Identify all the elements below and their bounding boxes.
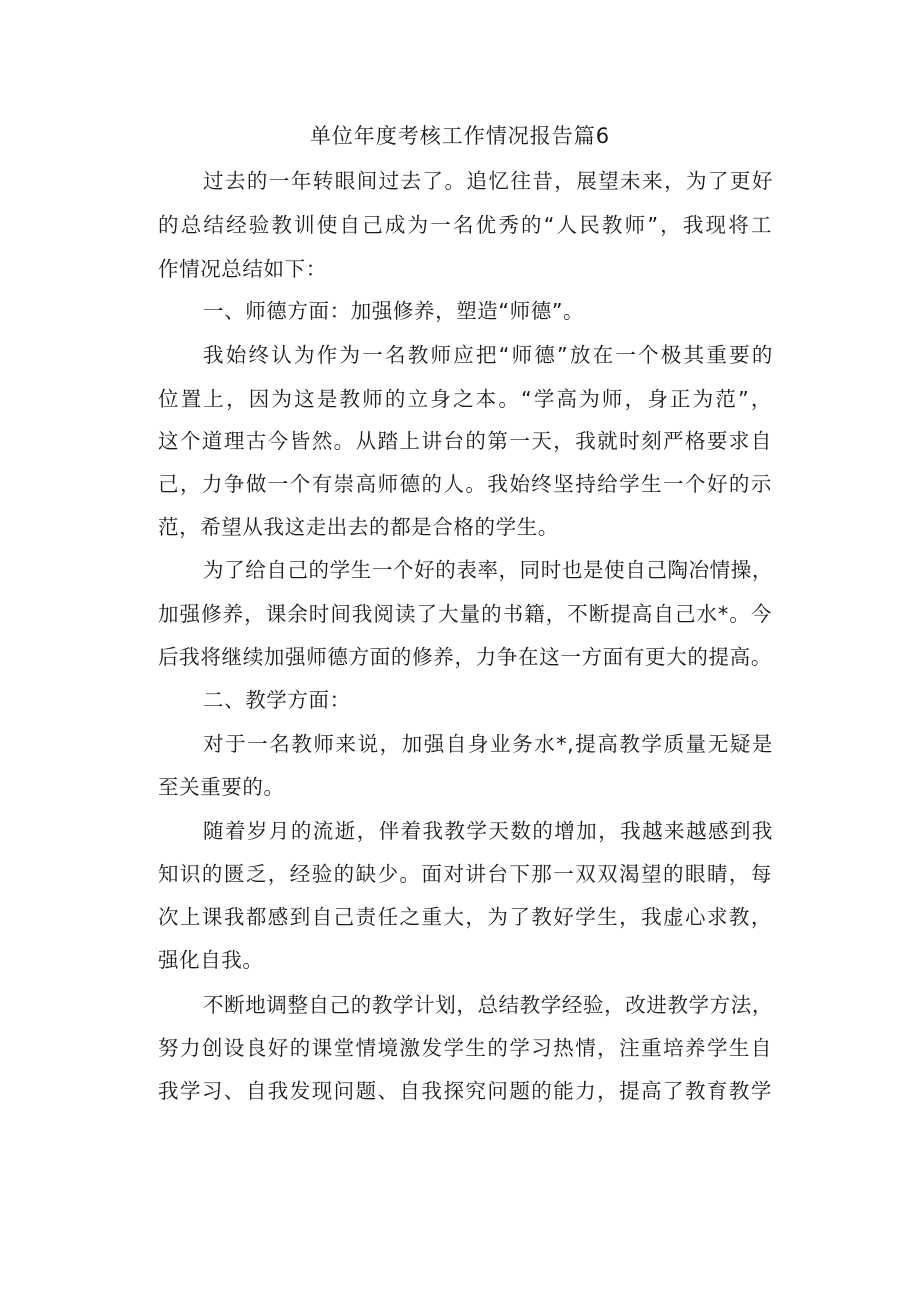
document-title: 单位年度考核工作情况报告篇6	[309, 124, 611, 148]
section-heading: 一、师德方面：加强修养，塑造“师德”。	[203, 299, 585, 323]
paragraph-line: 不断地调整自己的教学计划，总结教学经验，改进教学方法，	[203, 993, 773, 1017]
paragraph-line: 位置上，因为这是教师的立身之本。“学高为师，身正为范”，	[158, 387, 772, 411]
paragraph-line: 加强修养，课余时间我阅读了大量的书籍，不断提高自己水*。今	[158, 602, 772, 626]
paragraph-line: 我始终认为作为一名教师应把“师德”放在一个极其重要的	[203, 343, 773, 367]
paragraph-line: 这个道理古今皆然。从踏上讲台的第一天，我就时刻严格要求自	[158, 429, 772, 453]
paragraph-line: 强化自我。	[158, 948, 264, 972]
paragraph-line: 范，希望从我这走出去的都是合格的学生。	[158, 515, 559, 539]
paragraph-line: 次上课我都感到自己责任之重大，为了教好学生，我虚心求教，	[158, 905, 772, 929]
paragraph-line: 至关重要的。	[158, 775, 285, 799]
paragraph-line: 知识的匮乏，经验的缺少。面对讲台下那一双双渴望的眼睛，每	[158, 862, 772, 886]
paragraph-line: 努力创设良好的课堂情境激发学生的学习热情，注重培养学生自	[158, 1036, 772, 1060]
paragraph-line: 随着岁月的流逝，伴着我教学天数的增加，我越来越感到我	[203, 819, 773, 843]
paragraph-line: 的总结经验教训使自己成为一名优秀的“人民教师”，我现将工	[158, 213, 772, 237]
paragraph-line: 过去的一年转眼间过去了。追忆往昔，展望未来，为了更好	[203, 169, 773, 193]
paragraph-line: 为了给自己的学生一个好的表率，同时也是使自己陶冶情操，	[203, 558, 773, 582]
section-heading: 二、教学方面：	[203, 688, 351, 712]
paragraph-line: 作情况总结如下：	[158, 257, 327, 281]
paragraph-line: 我学习、自我发现问题、自我探究问题的能力，提高了教育教学	[158, 1079, 772, 1103]
paragraph-line: 己，力争做一个有崇高师德的人。我始终坚持给学生一个好的示	[158, 472, 772, 496]
paragraph-line: 后我将继续加强师德方面的修养，力争在这一方面有更大的提高。	[158, 645, 772, 669]
paragraph-line: 对于一名教师来说，加强自身业务水*,提高教学质量无疑是	[203, 732, 773, 756]
